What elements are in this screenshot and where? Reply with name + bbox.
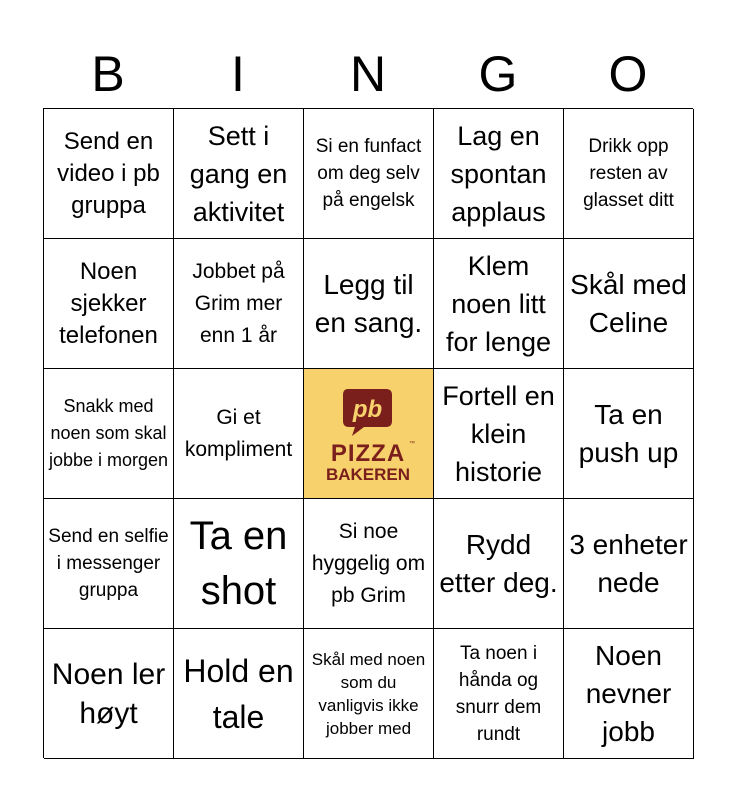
header-letter-n: N [349,46,387,102]
bingo-cell[interactable] [44,499,174,629]
logo-tm: ™ [408,440,415,447]
header-letter-b: B [91,46,125,102]
free-space-cell[interactable] [304,369,434,499]
cell-text: Snakk med noen som skal jobbe i morgen [48,396,169,470]
cell-text: Noen nevner jobb [585,639,672,747]
bingo-grid [43,108,693,758]
bingo-cell[interactable] [44,109,174,239]
bingo-cell[interactable] [44,239,174,369]
bingo-cell[interactable] [174,109,304,239]
bingo-cell[interactable] [434,499,564,629]
cell-text: Drikk opp resten av glasset ditt [583,136,674,211]
cell-text: Sett i gang en aktivitet [189,120,288,227]
bingo-cell[interactable] [564,239,694,369]
cell-text: Gi et kompliment [184,405,293,461]
pizzabakeren-logo [314,379,424,489]
header-letter-i: I [231,46,245,102]
bingo-cell[interactable] [434,239,564,369]
cell-text: Ta en push up [578,398,679,468]
cell-text: Rydd etter deg. [439,528,558,598]
header-letter-o: O [608,46,648,102]
cell-text: Ta noen i hånda og snurr dem rundt [455,642,542,745]
bingo-cell[interactable] [304,499,434,629]
bingo-cell[interactable] [564,109,694,239]
cell-text: Legg til en sang. [314,268,423,338]
cell-text: Fortell en klein historie [442,380,555,487]
cell-text: Klem noen litt for lenge [445,250,552,357]
cell-text: 3 enheter nede [569,528,688,598]
logo-badge-text: pb [352,395,382,423]
bingo-cell[interactable] [564,499,694,629]
bingo-cell[interactable] [44,629,174,759]
cell-text: Jobbet på Grim mer enn 1 år [192,259,285,347]
bingo-cell[interactable] [174,499,304,629]
cell-text: Ta en shot [189,513,288,613]
bingo-cell[interactable] [174,629,304,759]
bingo-cell[interactable] [564,629,694,759]
logo-line1: PIZZA [330,439,405,467]
bingo-cell[interactable] [434,629,564,759]
cell-text: Send en video i pb gruppa [57,127,160,219]
bingo-cell[interactable] [434,109,564,239]
cell-text: Skål med noen som du vanligvis ikke jobber med [311,649,426,738]
bingo-cell[interactable] [44,369,174,499]
cell-text: Skål med Celine [570,268,687,338]
bingo-cell[interactable] [174,369,304,499]
header-letter-g: G [478,46,518,102]
cell-text: Lag en spontan applaus [450,120,547,227]
cell-text: Si noe hyggelig om pb Grim [311,519,426,607]
bingo-cell[interactable] [174,239,304,369]
cell-text: Noen sjekker telefonen [59,257,158,349]
bingo-cell[interactable] [304,109,434,239]
cell-text: Noen ler høyt [51,657,166,730]
bingo-cell[interactable] [304,239,434,369]
bingo-cell[interactable] [564,369,694,499]
bingo-cell[interactable] [304,629,434,759]
cell-text: Send en selfie i messenger gruppa [48,526,169,601]
logo-line2: BAKEREN [325,464,410,484]
bingo-cell[interactable] [434,369,564,499]
cell-text: Hold en tale [183,652,294,735]
cell-text: Si en funfact om deg selv på engelsk [315,136,422,211]
bingo-header [43,42,693,106]
